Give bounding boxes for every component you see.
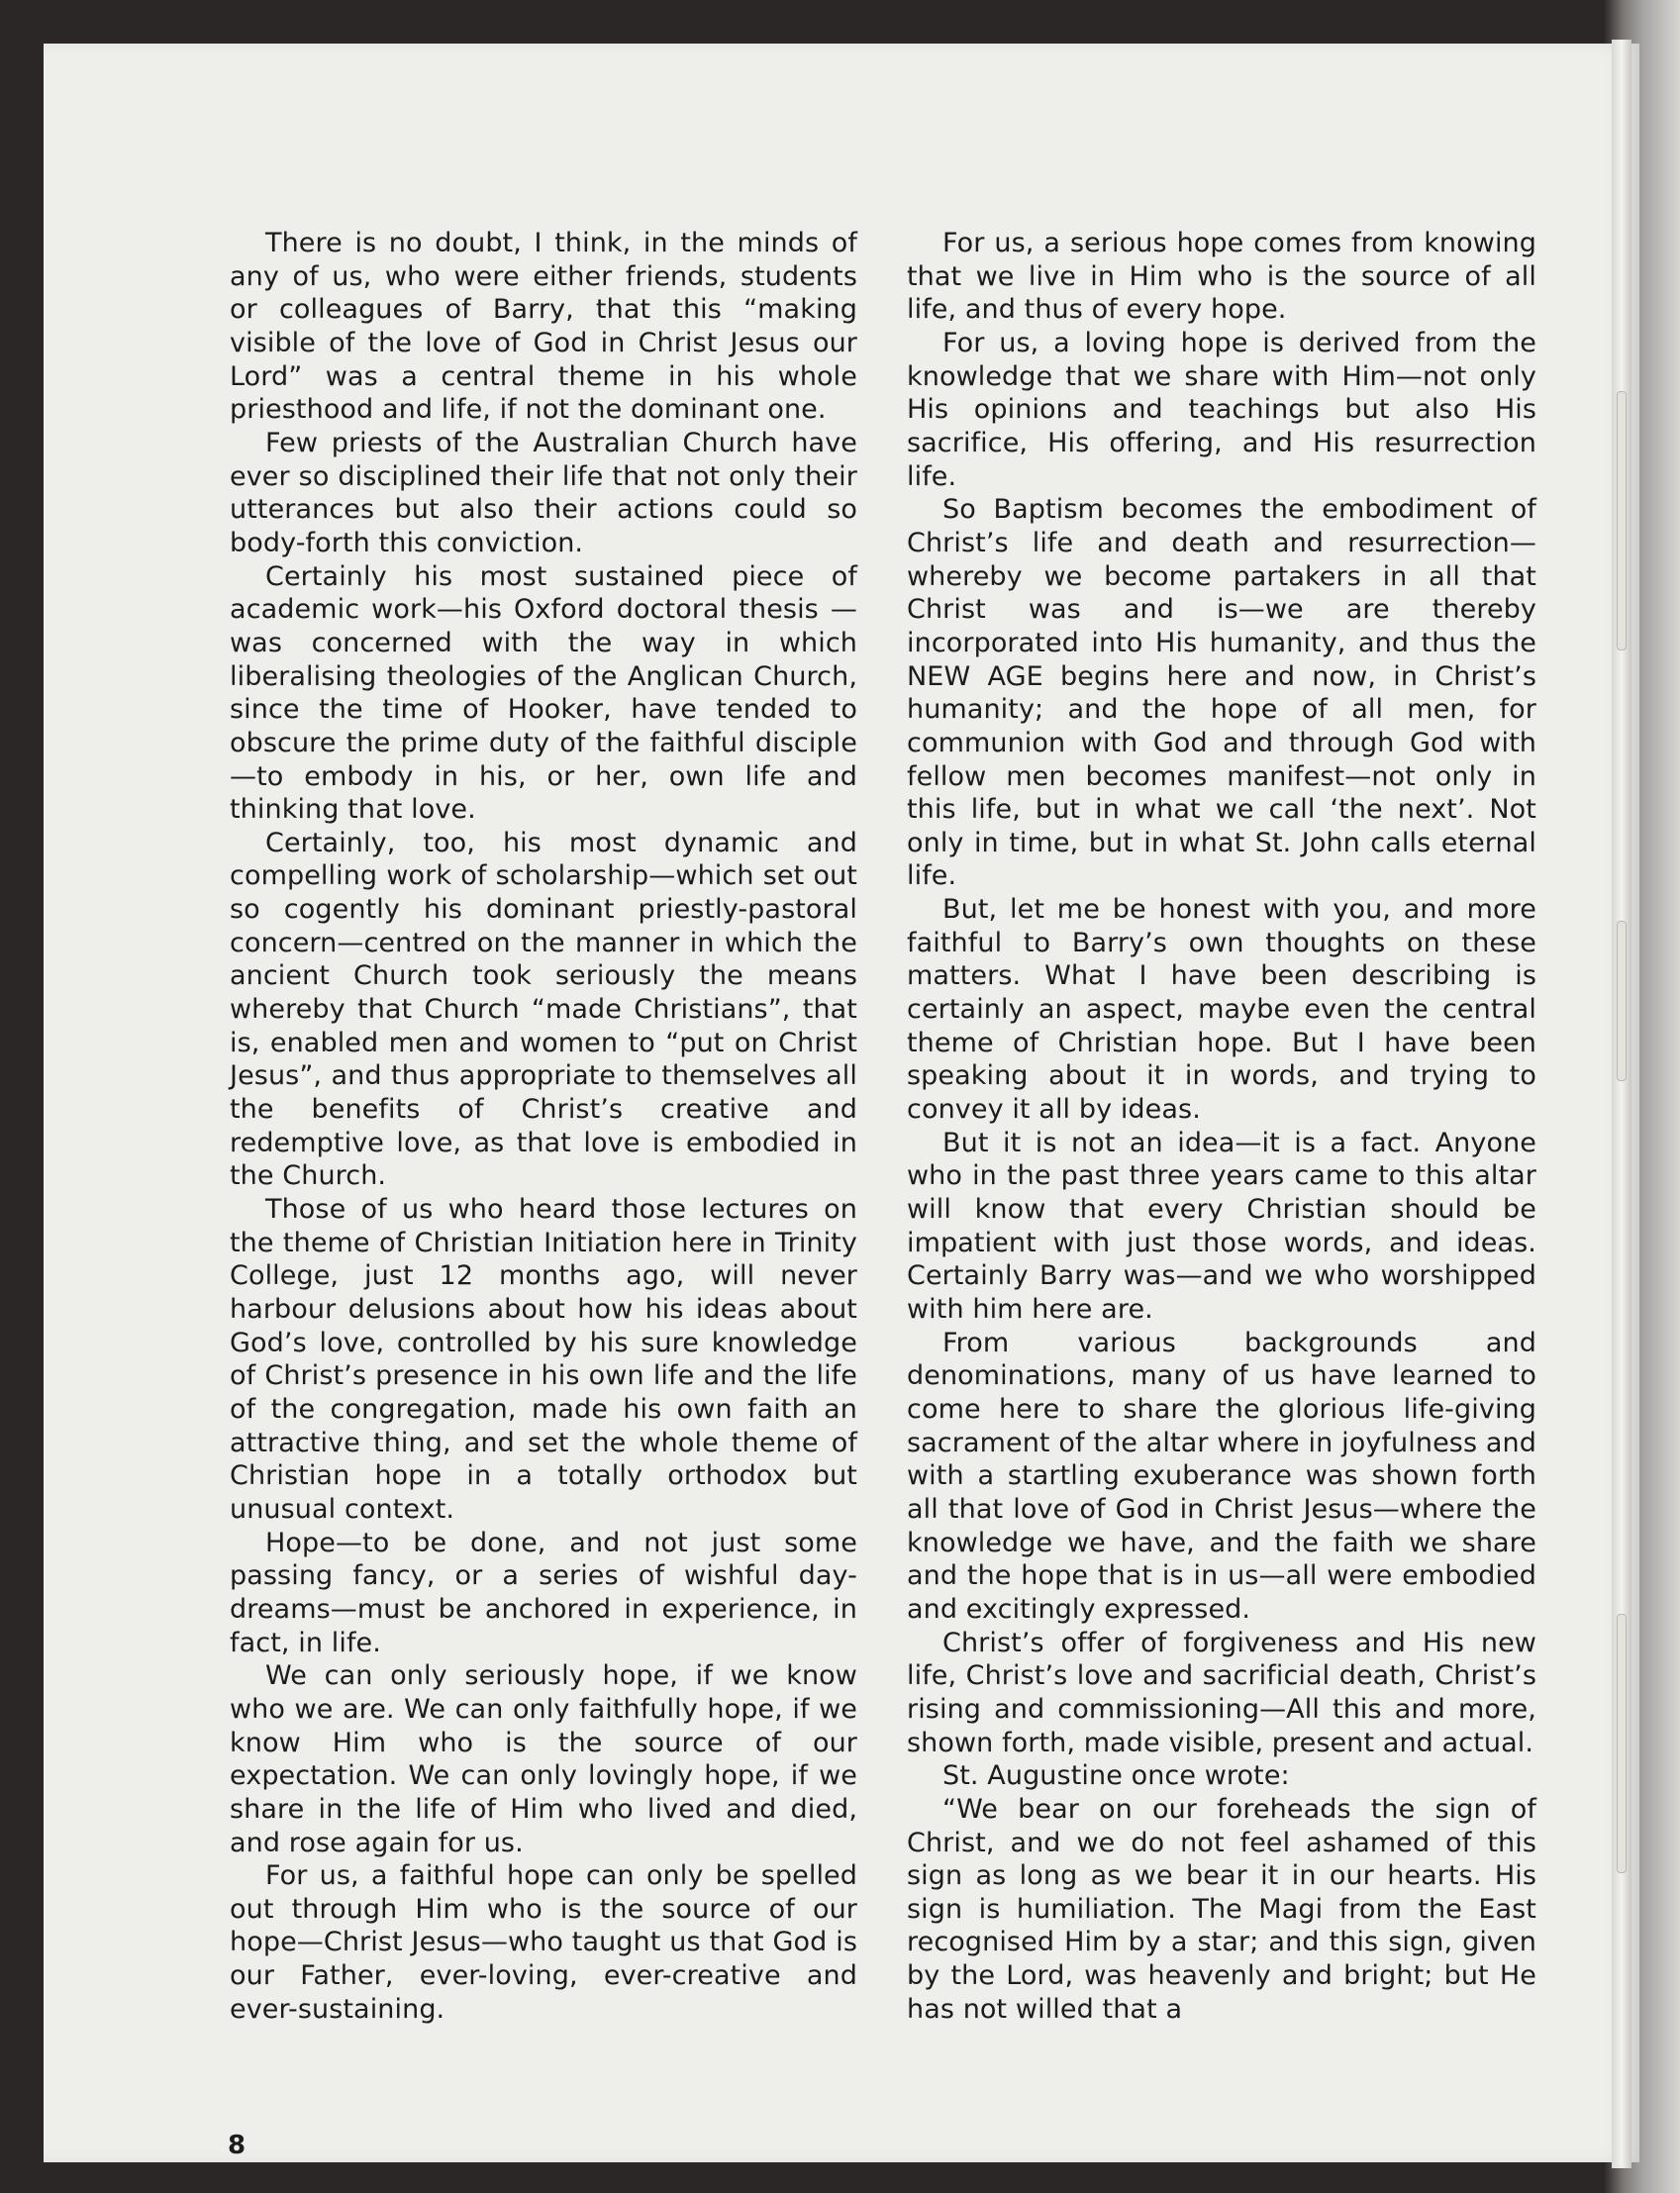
paragraph: So Baptism becomes the embodiment of Christ’s life and death and resurrection—whereby we become partakers in all that Christ was and is—we are thereby incorporated into His humanity, and thus the NEW AGE begins here and now, in Christ’s humanity; and the hope of all men, for communion with God and through God with fellow men becomes manifest—not only in this life, but in what we call ‘the next’. Not only in time, but in what St. John calls eternal life. <box>907 494 1536 892</box>
book-page <box>44 44 1639 2162</box>
page-number: 8 <box>228 2131 247 2160</box>
paragraph: St. Augustine once wrote: <box>942 1760 1290 1792</box>
paragraph: For us, a loving hope is derived from the knowledge that we share with Him—not only His opinions and teachings but also His sacrifice, His offering, and His resurrection life. <box>907 327 1536 492</box>
paragraph: For us, a serious hope comes from knowing that we live in Him who is the source of all life, and thus of every hope. <box>907 228 1536 326</box>
paragraph: There is no doubt, I think, in the minds of any of us, who were either friends, students or colleagues of Barry, that this “making visible of the love of God in Christ Jesus our Lord” was a central theme in his whole priesthood and life, if not the dominant one. <box>230 228 857 426</box>
paragraph: Christ’s offer of forgiveness and His new life, Christ’s love and sacrificial death, Christ’s rising and commissioning—All this and more, shown forth, made visible, present and actual. <box>907 1627 1536 1758</box>
binding-stitch <box>1617 391 1627 650</box>
paragraph: From various backgrounds and denominations, many of us have learned to come here to share the glorious life-giving sacrament of the altar where in joyfulness and with a startling exuberance was shown forth all that love of God in Christ Jesus—where the knowledge we have, and the faith we share and the hope that is in us—all were embodied and excitingly expressed. <box>907 1327 1536 1625</box>
paragraph: But it is not an idea—it is a fact. Anyone who in the past three years came to this altar will know that every Christian should be impatient with just those words, and ideas. Certainly Barry was—and we who worshipped with him here are. <box>907 1127 1536 1325</box>
binding-stitch <box>1617 921 1627 1081</box>
paragraph: Certainly, too, his most dynamic and compelling work of scholarship—which set out so cogently his dominant priestly-pastoral concern—centred on the manner in which the ancient Church took seriously the means whereby that Church “made Christians”, that is, enabled men and women to “put on Christ Jesus”, and thus appropriate to themselves all the benefits of Christ’s creative and redemptive love, as that love is embodied in the Church. <box>230 827 857 1192</box>
right-text-column <box>907 227 1536 2026</box>
quotation-paragraph: “We bear on our foreheads the sign of Christ, and we do not feel ashamed of this sign as long as we bear it in our hearts. His sign is humiliation. The Magi from the East recognised Him by a star; and this sign, given by the Lord, was heavenly and bright; but He has not willed that a <box>907 1793 1536 2025</box>
paragraph: Few priests of the Australian Church have ever so disciplined their life that not only their utterances but also their actions could so body-forth this conviction. <box>230 427 857 558</box>
paragraph: Hope—to be done, and not just some passing fancy, or a series of wishful day-dreams—must be anchored in experience, in fact, in life. <box>230 1527 857 1658</box>
left-text-column <box>230 227 857 2026</box>
paragraph: But, let me be honest with you, and more faithful to Barry’s own thoughts on these matters. What I have been describing is certainly an aspect, maybe even the central theme of Christian hope. But I have been speaking about it in words, and trying to convey it all by ideas. <box>907 894 1536 1126</box>
paragraph: Certainly his most sustained piece of academic work—his Oxford doctoral thesis —was concerned with the way in which liberalising theologies of the Anglican Church, since the time of Hooker, have tended to obscure the prime duty of the faithful disciple—to embody in his, or her, own life and thinking that love. <box>230 560 857 826</box>
binding-stitch <box>1617 1614 1627 1873</box>
paragraph: Those of us who heard those lectures on the theme of Christian Initiation here in Trinity College, just 12 months ago, will never harbour delusions about how his ideas about God’s love, controlled by his sure knowledge of Christ’s presence in his own life and the life of the congregation, made his own faith an attractive thing, and set the whole theme of Christian hope in a totally orthodox but unusual context. <box>230 1194 857 1525</box>
paragraph: We can only seriously hope, if we know who we are. We can only faithfully hope, if we know Him who is the source of our expectation. We can only lovingly hope, if we share in the life of Him who lived and died, and rose again for us. <box>230 1660 857 1858</box>
paragraph: For us, a faithful hope can only be spelled out through Him who is the source of our hope—Christ Jesus—who taught us that God is our Father, ever-loving, ever-creative and ever-sustaining. <box>230 1860 857 2025</box>
